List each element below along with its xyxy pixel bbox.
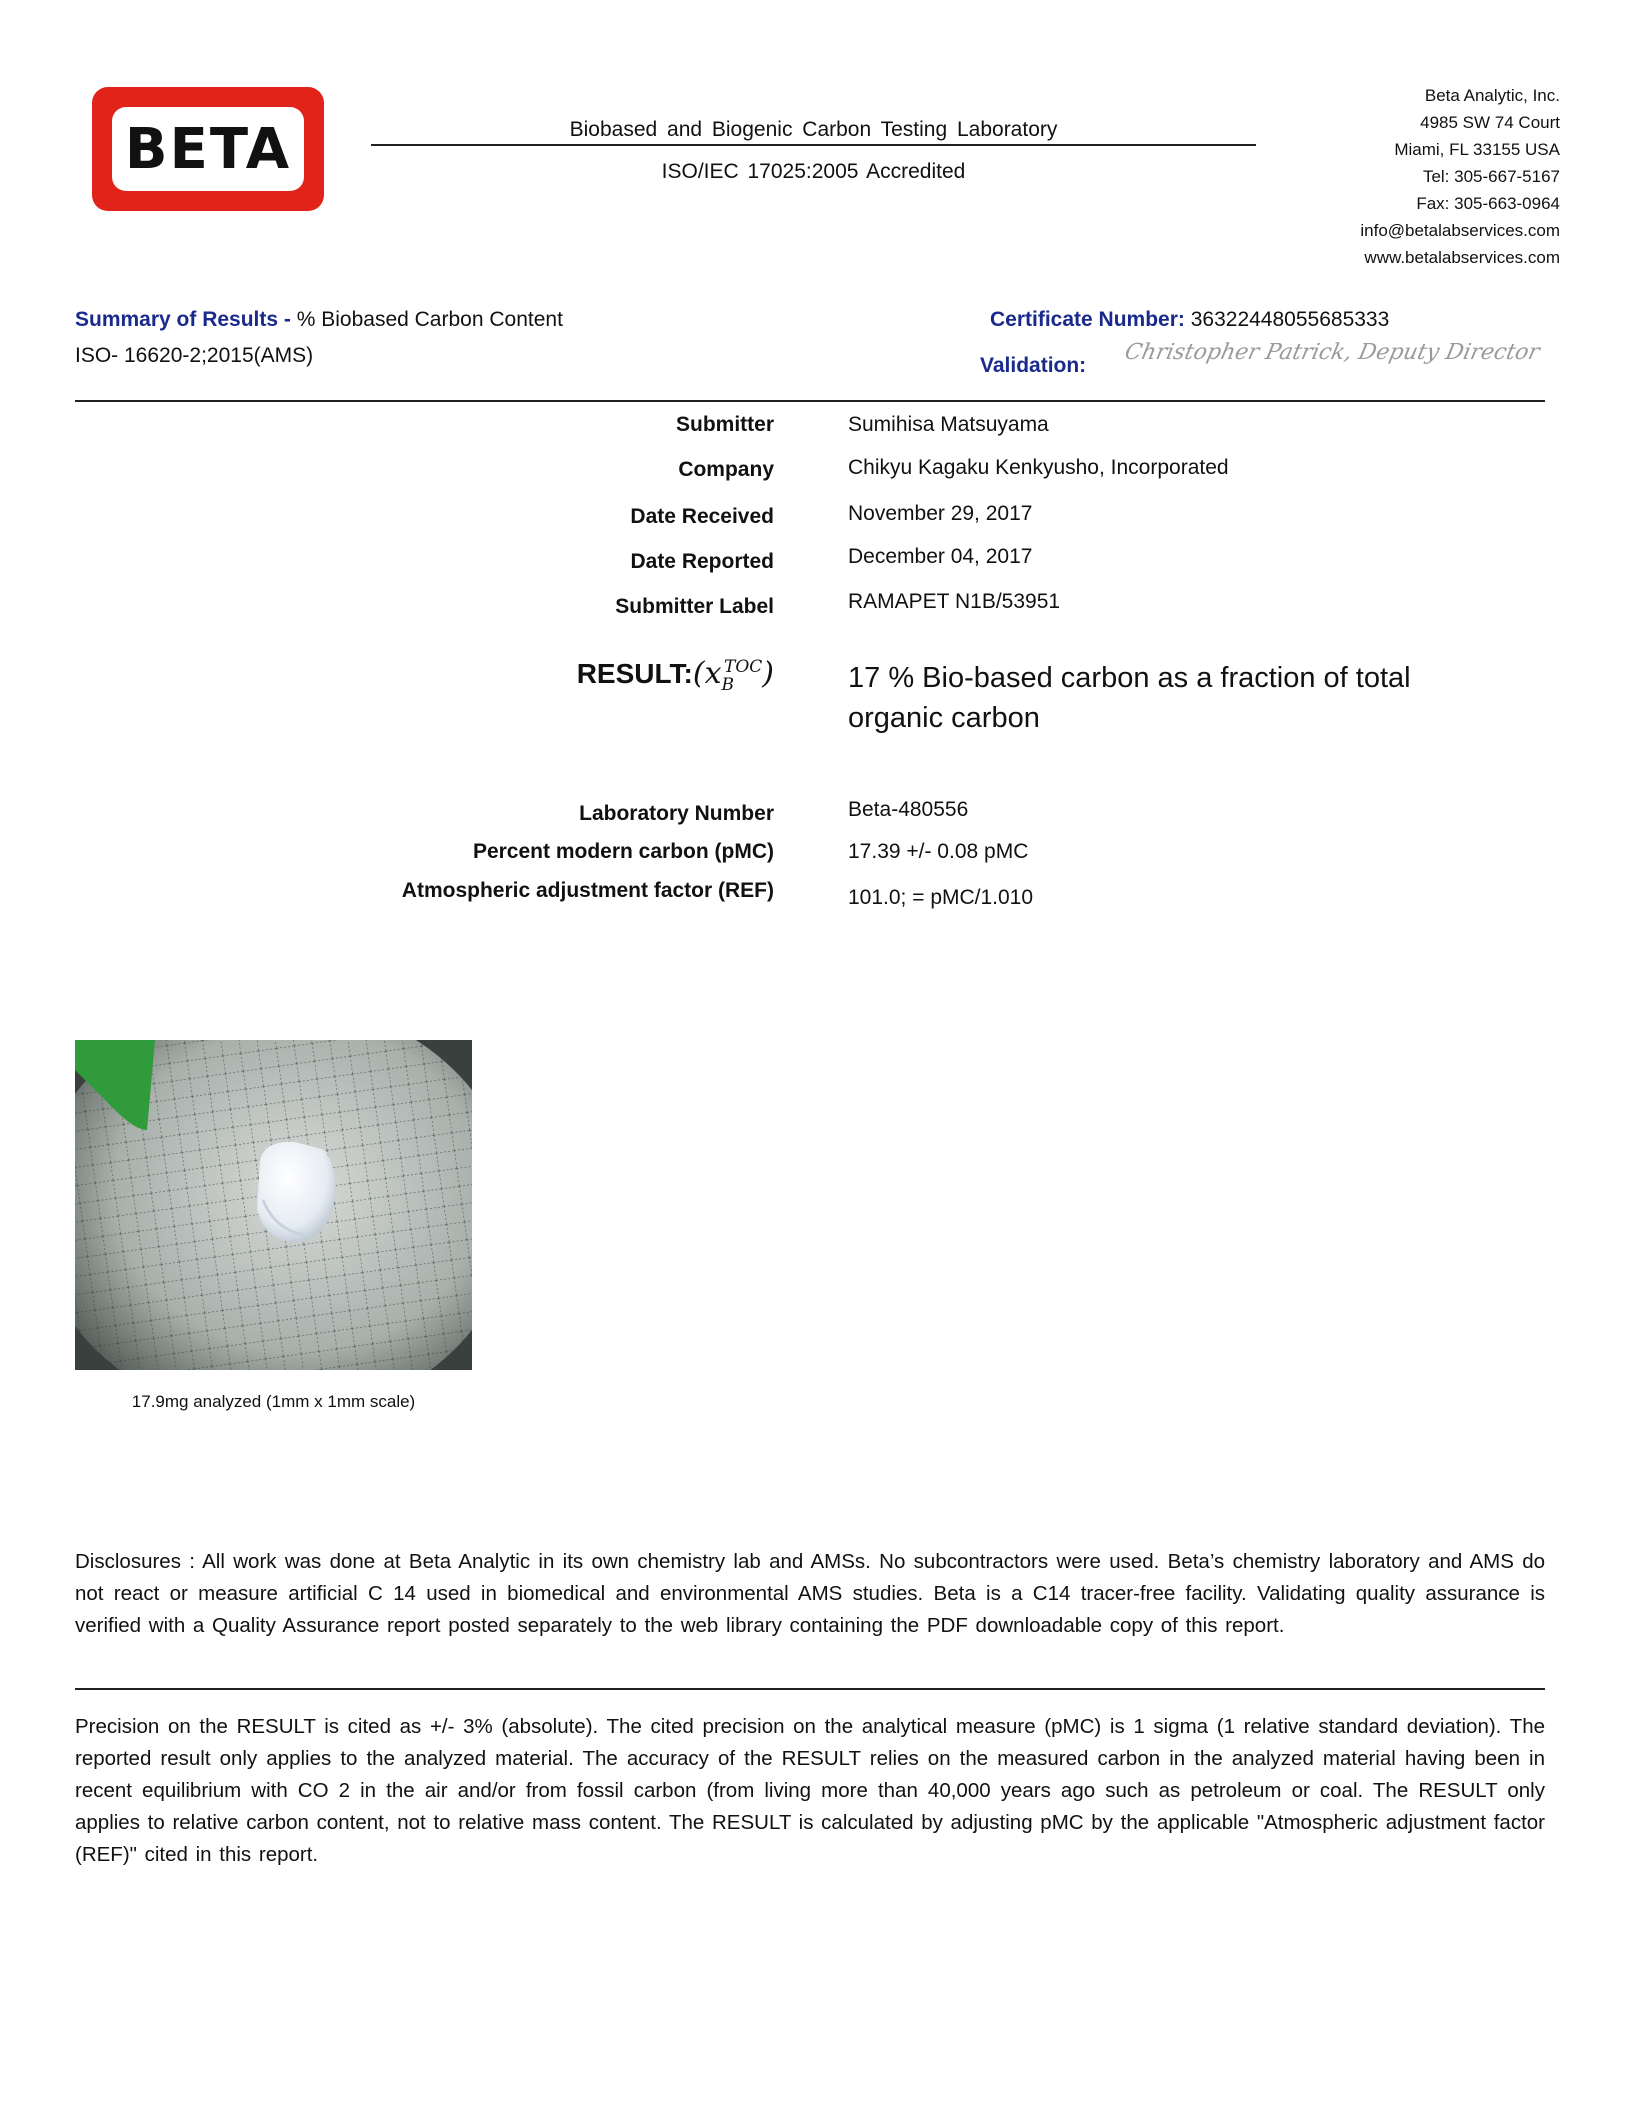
certificate — [990, 308, 1389, 332]
submitter-label-label: Submitter Label — [615, 595, 774, 618]
date-received-label: Date Received — [630, 505, 774, 528]
validation-signature: Christopher Patrick, Deputy Director — [1122, 340, 1542, 365]
lab-number-value: Beta-480556 — [848, 798, 969, 821]
lab-title: Biobased and Biogenic Carbon Testing Laboratory — [371, 118, 1256, 146]
company-tel: Tel: 305-667-5167 — [1422, 167, 1560, 186]
result-symbol: x — [704, 656, 722, 691]
company-street: 4985 SW 74 Court — [1420, 113, 1560, 132]
date-reported-value: December 04, 2017 — [848, 545, 1033, 568]
date-reported-label: Date Reported — [630, 550, 774, 573]
date-received-value: November 29, 2017 — [848, 502, 1033, 525]
pmc-label: Percent modern carbon (pMC) — [472, 840, 774, 863]
summary-heading — [75, 308, 563, 332]
pmc-value: 17.39 +/- 0.08 pMC — [848, 840, 1029, 863]
result-label: $RESULT:(x_B^{TOC})$ — [576, 656, 774, 695]
lab-number-label: Laboratory Number — [579, 802, 774, 825]
result-text: 17 % Bio-based carbon as a fraction of total organic carbon — [848, 662, 1411, 734]
ref-value: 101.0; = pMC/1.010 — [848, 886, 1034, 909]
method-standard: ISO- 16620-2;2015(AMS) — [75, 344, 314, 367]
company-email: info@betalabservices.com — [1360, 221, 1560, 240]
header-divider — [75, 400, 1545, 402]
disclosures-text: Disclosures : All work was done at Beta Analytic in its own chemistry lab and AMSs. No subcontractors were used. Beta’s chemistry laboratory and AMS do not react or measure artificial C 14 used in biomedical and environmental AMS studies. Beta is a C14 tracer-free facility. Validating quality assurance is verified with a Quality Assurance report posted separately to the web library containing the PDF downloadable copy of this report. — [75, 1550, 1545, 1637]
sample-photo — [75, 1040, 472, 1370]
submitter-label: Submitter — [675, 413, 774, 436]
company-city: Miami, FL 33155 USA — [1394, 140, 1560, 159]
accreditation: ISO/IEC 17025:2005 Accredited — [661, 160, 966, 183]
submitter-label-value: RAMAPET N1B/53951 — [848, 590, 1061, 613]
logo-inner — [112, 107, 304, 191]
ref-label: Atmospheric adjustment factor (REF) — [401, 879, 774, 902]
submitter-value: Sumihisa Matsuyama — [848, 413, 1049, 436]
summary-subject: % Biobased Carbon Content — [296, 308, 563, 331]
certificate-number: 36322448055685333 — [1190, 308, 1390, 331]
photo-caption: 17.9mg analyzed (1mm x 1mm scale) — [131, 1392, 416, 1411]
logo-text: BETA — [124, 116, 292, 182]
certificate-label: Certificate Number: — [990, 308, 1185, 331]
company-name: Beta Analytic, Inc. — [1424, 86, 1560, 105]
summary-label: Summary of Results - — [75, 308, 291, 331]
disclosures-divider — [75, 1688, 1545, 1690]
company-label: Company — [678, 458, 774, 481]
company-value: Chikyu Kagaku Kenkyusho, Incorporated — [848, 456, 1229, 479]
company-website: www.betalabservices.com — [1364, 248, 1560, 267]
company-address — [1360, 82, 1560, 271]
company-fax: Fax: 305-663-0964 — [1416, 194, 1560, 213]
validation-label: Validation: — [980, 354, 1087, 377]
beta-logo — [92, 87, 324, 211]
precision-text: Precision on the RESULT is cited as +/- 3% (absolute). The cited precision on the analytical measure (pMC) is 1 sigma (1 relative standard deviation). The reported result only applies to the analyzed material. The accuracy of the RESULT relies on the measured carbon in the analyzed material having been in recent equilibrium with CO 2 in the air and/or from fossil carbon (from living more than 40,000 years ago such as petroleum or coal. The RESULT only applies to relative carbon content, not to relative mass content. The RESULT is calculated by adjusting pMC by the applicable "Atmospheric adjustment factor (REF)" cited in this report. — [75, 1715, 1545, 1866]
